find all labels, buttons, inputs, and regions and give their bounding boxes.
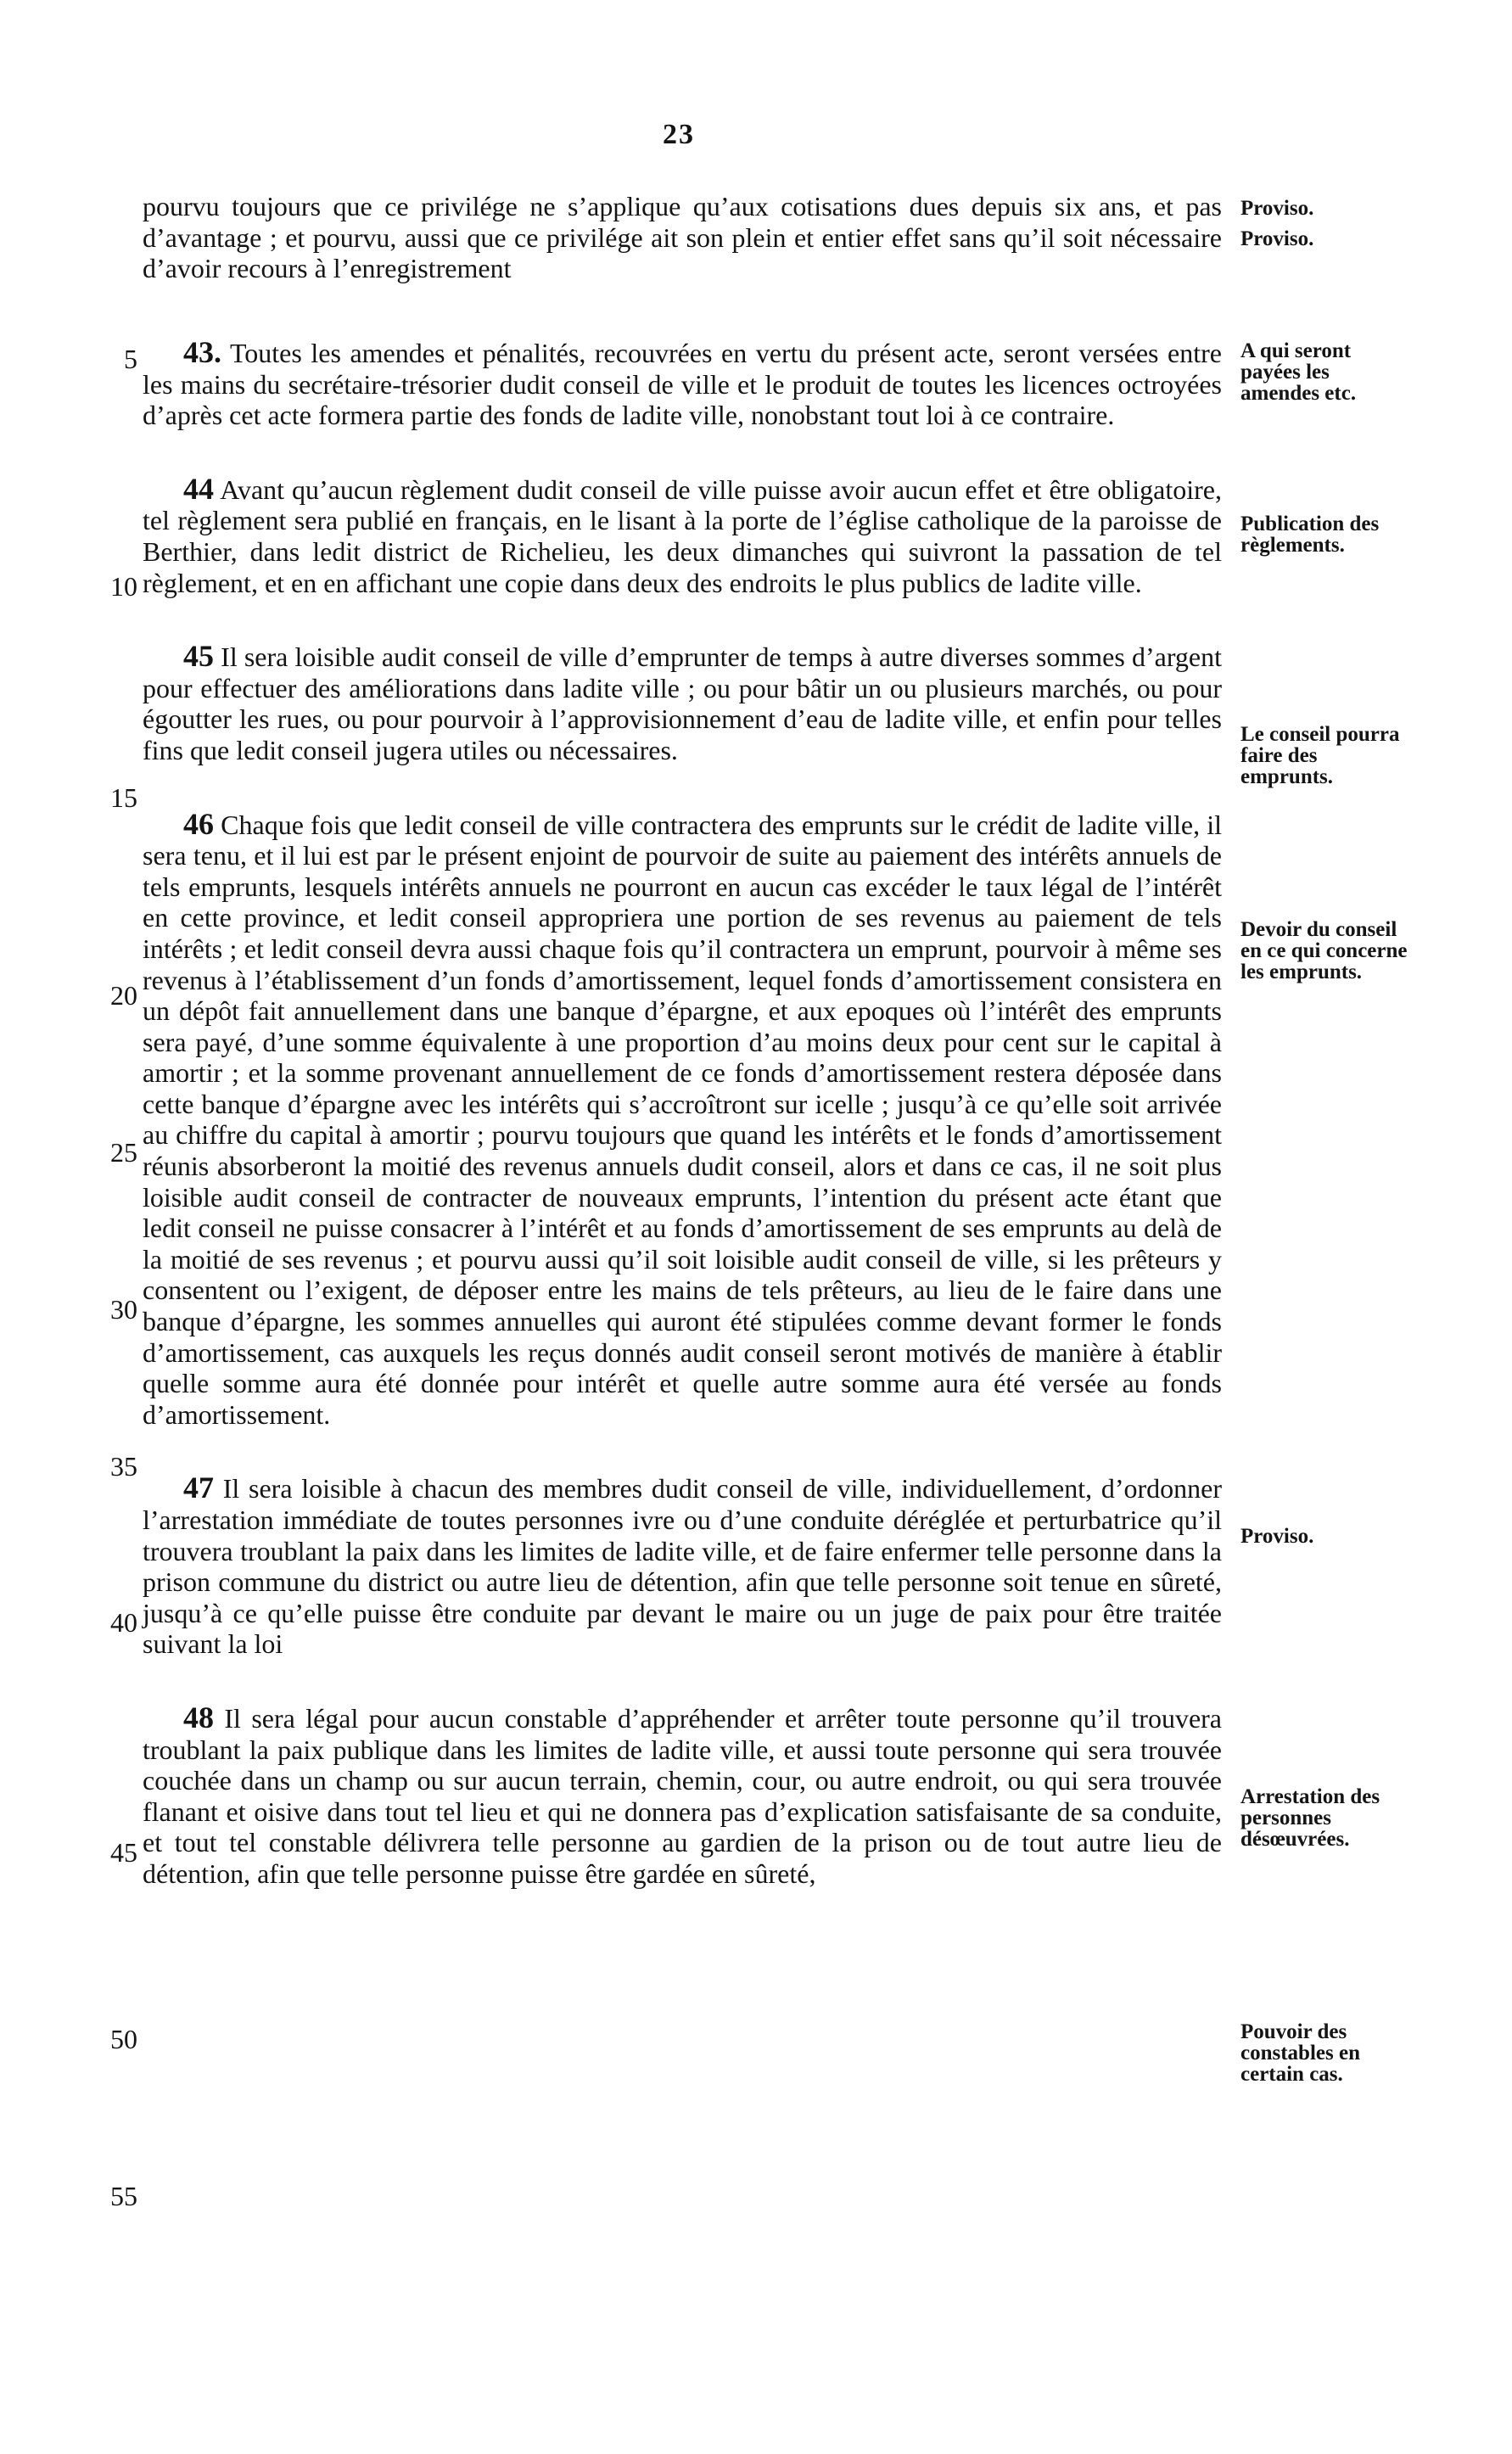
line-number: 5 bbox=[124, 344, 137, 374]
section-text: Il sera loisible audit conseil de ville d’emprunter de temps à autre diverses sommes d’argent pour effectuer des améliorations dans ladite ville ; ou pour bâtir un ou plusieurs marchés, ou pour égoutter les rues, ou pour pourvoir à l’approvisionnement d’eau de ladite ville, et enfin pour telles fins que ledit conseil jugera utiles ou nécessaires. bbox=[143, 642, 1223, 765]
page-number: 23 bbox=[663, 119, 695, 150]
section-number: 45 bbox=[183, 639, 214, 674]
section-text: Avant qu’aucun règlement dudit conseil de ville puisse avoir aucun effet et être obligatoire, tel règlement sera publié en français, en le lisant à la porte de l’église catholique de la paroisse de Berthier, dans ledit district de Richelieu, les deux dimanches qui suivront la passation de tel règlement, et en en affichant une copie dans deux des endroits le plus publics de ladite ville. bbox=[143, 473, 1223, 598]
margin-note: Publication des règlements. bbox=[1240, 513, 1380, 557]
margin-note: Proviso. bbox=[1240, 1525, 1314, 1548]
line-number: 30 bbox=[110, 1294, 137, 1325]
line-number: 20 bbox=[110, 980, 137, 1011]
section-number: 47 bbox=[183, 1471, 214, 1505]
margin-note: Devoir du conseil en ce qui concerne les emprunts. bbox=[1240, 918, 1408, 983]
line-number: 35 bbox=[110, 1451, 137, 1482]
section-43 bbox=[143, 337, 1222, 431]
line-number: 50 bbox=[110, 2024, 137, 2054]
section-text: Chaque fois que ledit conseil de ville contractera des emprunts sur le crédit de ladite ville, il sera tenu, et il lui est par le présent enjoint de pourvoir de suite au paiement des intérêts annuels de tels emprunts, lesquels intérêts annuels ne pourront en aucun cas excéder le taux légal de l’intérêt en cette province, et ledit conseil appropriera une portion de ses revenus au paiement de tels intérêts ; et ledit conseil devra aussi chaque fois qu’il contractera un emprunt, pourvoir à même ses revenus à l’établissement d’un fonds d’amortissement, lequel fonds d’amortissement consistera en un dépôt fait annuellement dans une banque d’épargne, et aux epoques où l’intérêt des emprunts sera payé, d’une somme équivalente à une proportion d’au moins deux pour cent sur le capital à amortir ; et la somme provenant annuellement de ce fonds d’amortissement restera déposée dans cette banque d’épargne avec les intérêts qui s’accroîtront sur icelle ; jusqu’à ce qu’elle soit arrivée au chiffre du capital à amortir ; pourvu toujours que quand les intérêts et le fonds d’amortissement réunis absorberont la moitié des revenus annuels dudit conseil, alors et dans ce cas, il ne soit plus loisible audit conseil de contracter de nouveaux emprunts, l’intention du présent acte étant que ledit conseil ne puisse consacrer à l’intérêt et au fonds d’amortissement de ses emprunts au delà de la moitié de ses revenus ; et pourvu aussi qu’il soit loisible audit conseil de ville, si les prêteurs y consentent ou l’exigent, de déposer entre les mains de tels prêteurs, au lieu de le faire dans une banque d’épargne, les sommes annuelles qui auront été stipulées comme devant former le fonds d’amortissement, cas auxquels les reçus donnés audit conseil seront motivés de manière à établir quelle somme aura été donnée pour intérêt et quelle autre somme aura été versée au fonds d’amortissement. bbox=[143, 809, 1223, 1430]
line-number: 15 bbox=[110, 782, 137, 813]
section-number: 43. bbox=[183, 335, 221, 369]
line-number: 40 bbox=[110, 1607, 137, 1638]
section-47 bbox=[143, 1472, 1222, 1660]
margin-note: Proviso. bbox=[1240, 197, 1314, 220]
margin-note: Proviso. bbox=[1240, 227, 1314, 250]
section-number: 46 bbox=[183, 806, 214, 841]
section-48 bbox=[143, 1702, 1222, 1890]
main-text-column bbox=[143, 191, 1222, 1890]
margin-note: Pouvoir des constables en certain cas. bbox=[1240, 2020, 1360, 2086]
section-46 bbox=[143, 806, 1223, 1431]
line-number: 10 bbox=[110, 571, 137, 602]
section-text: Il sera loisible à chacun des membres dudit conseil de ville, individuellement, d’ordonner l’arrestation immédiate de toutes personnes ivre ou d’une conduite déréglée et perturbatrice qu’il trouvera troublant la paix dans les limites de ladite ville, et de faire enfermer telle personne dans la prison commune du district ou autre lieu de détention, afin que telle personne soit tenue en sûreté, jusqu’à ce qu’elle puisse être conduite par devant le maire ou un juge de paix pour être traitée suivant la loi bbox=[143, 1473, 1223, 1660]
paragraph-text: pourvu toujours que ce privilége ne s’applique qu’aux cotisations dues depuis six ans, et pas d’avantage ; et pourvu, aussi que ce privilége ait son plein et entier effet sans qu’il soit nécessaire d’avoir recours à l’enregistrement bbox=[143, 191, 1222, 284]
line-number: 45 bbox=[110, 1837, 137, 1868]
margin-note: Arrestation des personnes désœuvrées. bbox=[1240, 1785, 1380, 1851]
section-text: Toutes les amendes et pénalités, recouvrées en vertu du présent acte, seront versées entre les mains du secrétaire-trésorier dudit conseil de ville et le produit de toutes les licences octroyées d’après cet acte formera partie des fonds de ladite ville, nonobstant tout loi à ce contraire. bbox=[143, 338, 1223, 431]
line-number: 55 bbox=[110, 2181, 137, 2211]
margin-note: A qui seront payées les amendes etc. bbox=[1240, 339, 1357, 405]
line-number: 25 bbox=[110, 1137, 137, 1168]
paragraph-continuation bbox=[143, 191, 1222, 284]
section-number: 48 bbox=[183, 1700, 214, 1734]
section-number: 44 bbox=[183, 471, 214, 506]
section-text: Il sera légal pour aucun constable d’appréhender et arrêter toute personne qu’il trouvera troublant la paix publique dans les limites de ladite ville, et aussi toute personne qui sera trouvée couchée dans un champ ou sur aucun terrain, chemin, cour, ou autre endroit, ou qui sera trouvée flanant et oisive dans tout tel lieu et qui ne donnera pas d’explication satisfaisante de sa conduite, et tout tel constable délivrera telle personne au gardien de la prison ou de tout autre lieu de détention, afin que telle personne puisse être gardée en sûreté, bbox=[143, 1702, 1223, 1889]
section-45 bbox=[143, 641, 1222, 765]
section-44 bbox=[143, 473, 1222, 598]
margin-note: Le conseil pourra faire des emprunts. bbox=[1240, 723, 1400, 788]
